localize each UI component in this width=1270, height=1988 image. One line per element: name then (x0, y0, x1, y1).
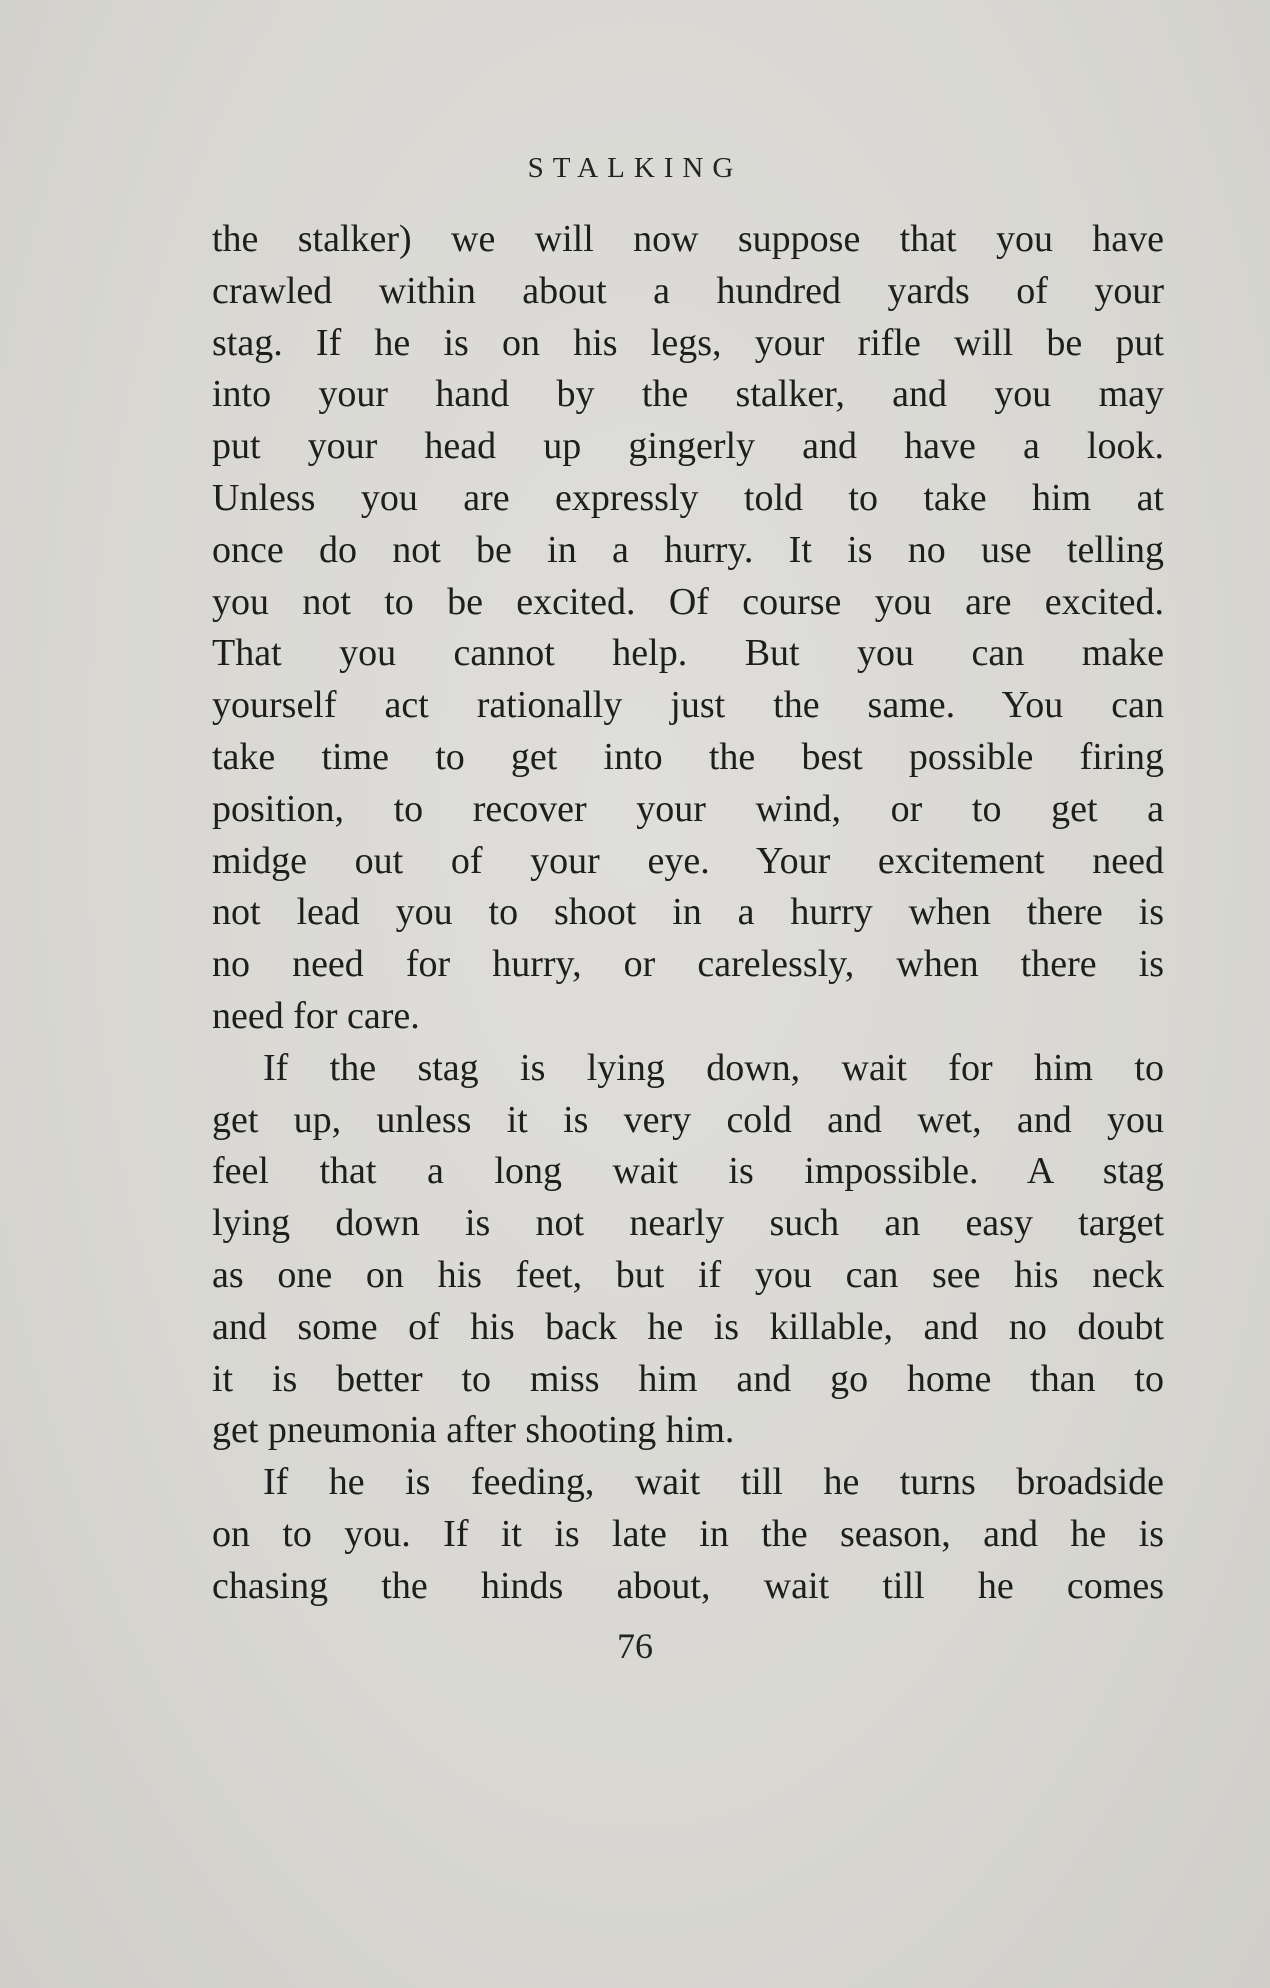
text-line: and some of his back he is killable, and no doubt (212, 1305, 1164, 1348)
text-line: get pneumonia after shooting him. (212, 1409, 735, 1452)
paragraph-first-line: If he is feeding, wait till he turns broadside (263, 1461, 1164, 1504)
text-line: the stalker) we will now suppose that you have (212, 218, 1164, 260)
text-line: as one on his feet, but if you can see his neck (212, 1253, 1164, 1296)
text-line: chasing the hinds about, wait till he comes (212, 1564, 1164, 1607)
text-line: not lead you to shoot in a hurry when there is (212, 891, 1164, 934)
text-line: no need for hurry, or carelessly, when there is (212, 943, 1164, 986)
text-line: on to you. If it is late in the season, and he is (212, 1512, 1164, 1555)
text-line: yourself act rationally just the same. You can (212, 684, 1164, 727)
text-line: feel that a long wait is impossible. A stag (212, 1150, 1164, 1193)
text-line: you not to be excited. Of course you are excited. (212, 580, 1164, 623)
text-line: take time to get into the best possible firing (212, 735, 1164, 778)
text-line: into your hand by the stalker, and you may (212, 373, 1164, 416)
text-line: position, to recover your wind, or to get a (212, 787, 1164, 830)
paragraph-first-line: If the stag is lying down, wait for him to (263, 1046, 1164, 1089)
body-text (212, 214, 1164, 1613)
text-line: Unless you are expressly told to take him at (212, 476, 1164, 519)
running-head: STALKING (527, 152, 743, 184)
text-line: That you cannot help. But you can make (212, 632, 1164, 675)
text-line: get up, unless it is very cold and wet, and you (212, 1098, 1164, 1141)
text-line: put your head up gingerly and have a look. (212, 425, 1164, 468)
text-line: it is better to miss him and go home than to (212, 1357, 1164, 1400)
text-line: stag. If he is on his legs, your rifle will be put (212, 321, 1164, 364)
page-number: 76 (617, 1626, 653, 1666)
text-line: need for care. (212, 994, 420, 1037)
text-line: lying down is not nearly such an easy target (212, 1202, 1164, 1245)
text-line: once do not be in a hurry. It is no use telling (212, 528, 1164, 571)
text-line: midge out of your eye. Your excitement need (212, 839, 1164, 882)
text-line: crawled within about a hundred yards of your (212, 269, 1164, 312)
